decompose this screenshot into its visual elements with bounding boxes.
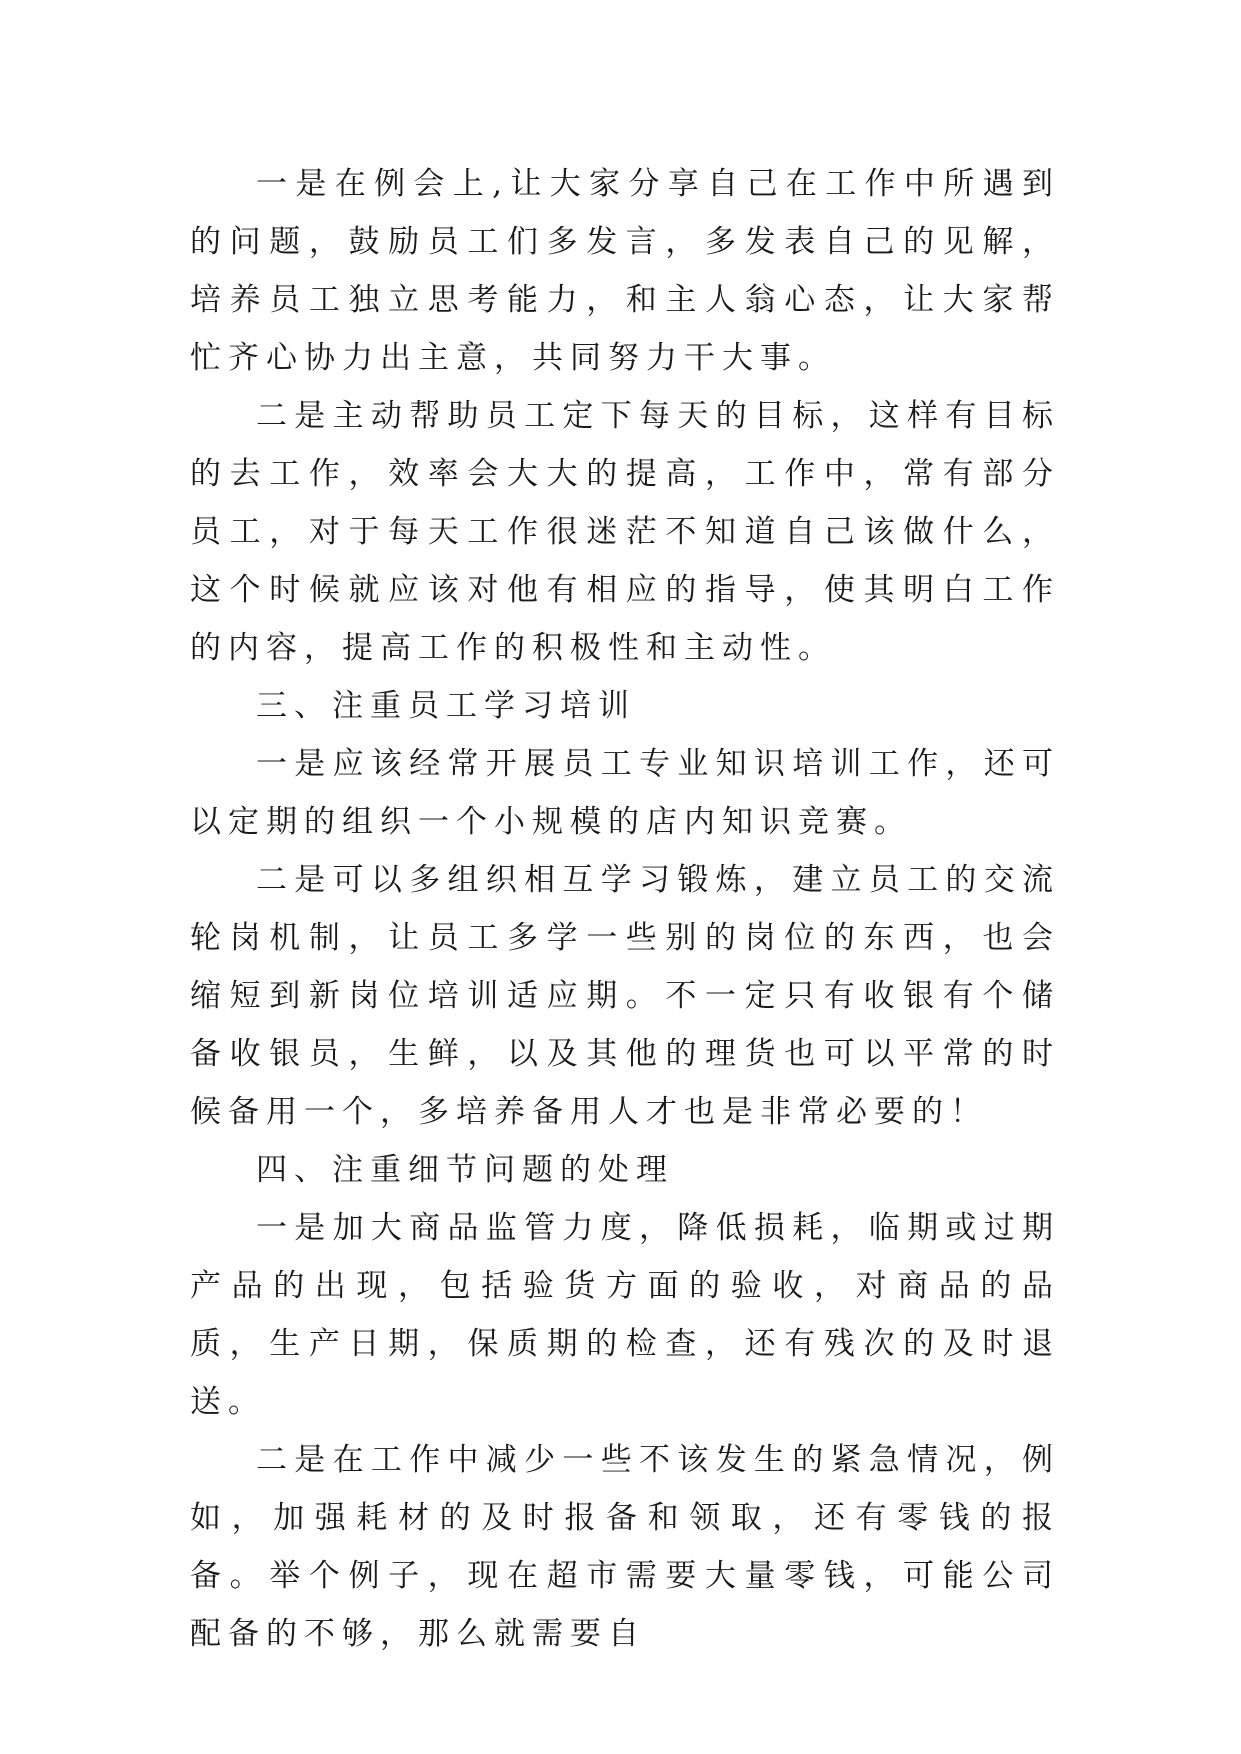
section-heading-training: 三、注重员工学习培训 — [256, 688, 636, 724]
document-body — [190, 155, 1060, 1663]
paragraph-job-rotation: 二是可以多组织相互学习锻炼，建立员工的交流轮岗机制，让员工多学一些别的岗位的东西，也会缩短到新岗位培训适应期。不一定只有收银有个储备收银员，生鲜，以及其他的理货也可以平常的时候备用一个，多培养备用人才也是非常必要的！ — [190, 862, 1060, 1130]
paragraph-daily-goals: 二是主动帮助员工定下每天的目标，这样有目标的去工作，效率会大大的提高，工作中，常有部分员工，对于每天工作很迷茫不知道自己该做什么，这个时候就应该对他有相应的指导，使其明白工作的内容，提高工作的积极性和主动性。 — [190, 398, 1060, 666]
paragraph-goods-supervision: 一是加大商品监管力度，降低损耗，临期或过期产品的出现，包括验货方面的验收，对商品的品质，生产日期，保质期的检查，还有残次的及时退送。 — [190, 1210, 1060, 1420]
paragraph-professional-training: 一是应该经常开展员工专业知识培训工作，还可以定期的组织一个小规模的店内知识竞赛。 — [190, 746, 1060, 840]
paragraph-emergency-reduction: 二是在工作中减少一些不该发生的紧急情况，例如，加强耗材的及时报备和领取，还有零钱的报备。举个例子，现在超市需要大量零钱，可能公司配备的不够，那么就需要自 — [190, 1442, 1060, 1652]
paragraph-meeting-sharing: 一是在例会上,让大家分享自己在工作中所遇到的问题，鼓励员工们多发言，多发表自己的见解，培养员工独立思考能力，和主人翁心态，让大家帮忙齐心协力出主意，共同努力干大事。 — [190, 166, 1060, 376]
section-heading-details: 四、注重细节问题的处理 — [256, 1152, 674, 1188]
